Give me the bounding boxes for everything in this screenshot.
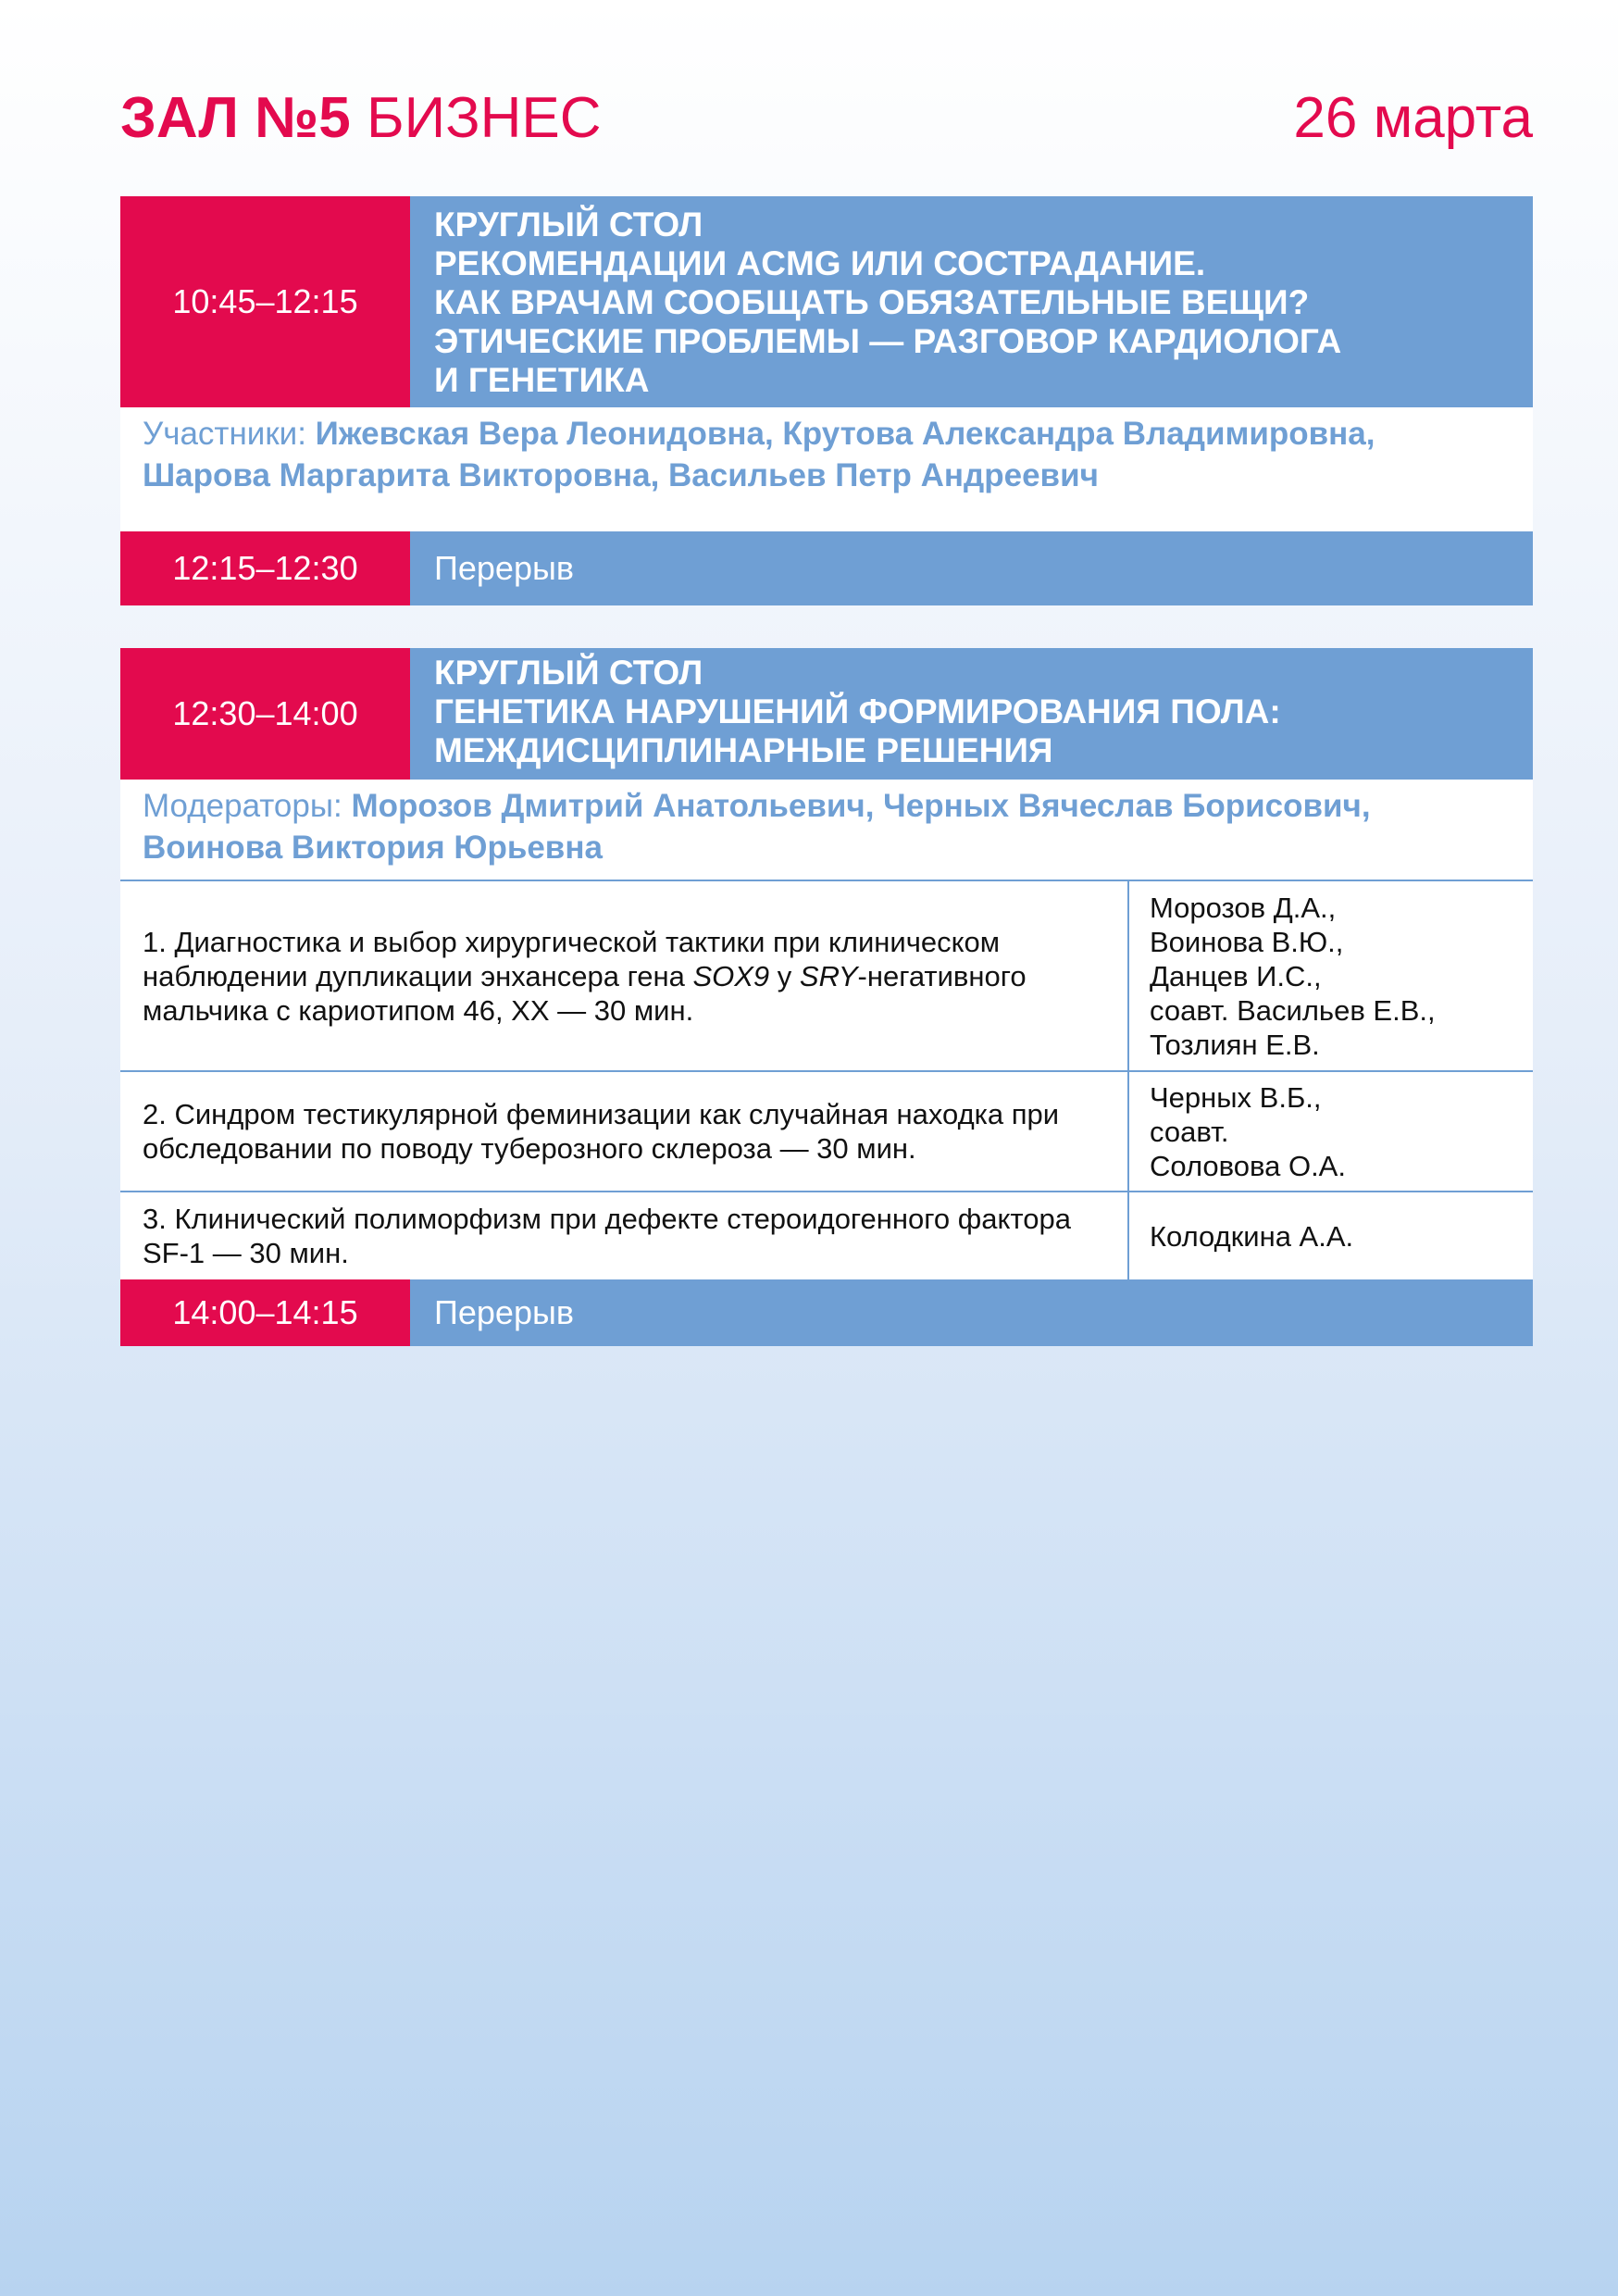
author: Морозов Д.А., [1150,891,1337,924]
talk-row [120,880,1533,1070]
break-2-time: 14:00–14:15 [120,1279,410,1346]
author: Данцев И.С., [1150,959,1322,992]
title-line: КРУГЛЫЙ СТОЛ [434,654,703,692]
talk-text: у [769,959,800,992]
break-2 [120,1279,1533,1346]
break-1-time: 12:15–12:30 [120,531,410,605]
hall-name: БИЗНЕС [366,86,602,150]
author: Тозлиян Е.В. [1150,1028,1320,1061]
hall-title [120,81,602,156]
talk-1-authors [1129,881,1533,1070]
session-2-time: 12:30–14:00 [120,648,410,780]
talk-2-text: 2. Синдром тестикулярной феминизации как случайная находка при обследовании по поводу туберозного склероза — 30 мин. [120,1072,1129,1191]
talk-1-text [120,881,1129,1070]
title-line: КАК ВРАЧАМ СООБЩАТЬ ОБЯЗАТЕЛЬНЫЕ ВЕЩИ? [434,283,1310,321]
date: 26 марта [1293,86,1533,150]
title-line: И ГЕНЕТИКА [434,361,650,399]
talk-text: 1. Диагностика и выбор хирургической тактики при клиническом наблюдении дупликации энхансера гена [143,925,1001,992]
author: соавт. Васильев Е.В., [1150,993,1436,1027]
session-2 [120,648,1533,1346]
talk-3-text: 3. Клинический полиморфизм при дефекте стероидогенного фактора SF-1 — 30 мин. [120,1192,1129,1279]
talk-row [120,1070,1533,1191]
moderators-names: Морозов Дмитрий Анатольевич, Черных Вячеслав Борисович, Воинова Виктория Юрьевна [143,788,1371,866]
author: Черных В.Б., [1150,1080,1322,1114]
title-line: РЕКОМЕНДАЦИИ ACMG ИЛИ СОСТРАДАНИЕ. [434,244,1206,282]
title-line: ЭТИЧЕСКИЕ ПРОБЛЕМЫ — РАЗГОВОР КАРДИОЛОГА [434,322,1342,360]
talk-text: -негативного мальчика с кариотипом 46, XX — 30 мин. [143,959,1027,1027]
break-1-label: Перерыв [410,531,1533,605]
title-line: ГЕНЕТИКА НАРУШЕНИЙ ФОРМИРОВАНИЯ ПОЛА: [434,693,1281,730]
break-2-label: Перерыв [410,1279,1533,1346]
moderators [120,780,1533,880]
author: соавт. [1150,1115,1229,1148]
title-line: МЕЖДИСЦИПЛИНАРНЫЕ РЕШЕНИЯ [434,731,1053,769]
talk-row [120,1191,1533,1279]
gene-name: SOX9 [692,959,770,992]
talk-2-authors [1129,1072,1533,1191]
gene-name: SRY [799,959,858,992]
moderators-label: Модераторы: [143,788,342,824]
author: Соловова О.А. [1150,1149,1346,1182]
participants-names: Ижевская Вера Леонидовна, Крутова Александра Владимировна, Шарова Маргарита Викторовна, Васильев Петр Андреевич [143,416,1375,493]
session-1 [120,196,1533,605]
participants [120,407,1533,531]
break-1 [120,531,1533,605]
title-line: КРУГЛЫЙ СТОЛ [434,206,703,243]
participants-label: Участники: [143,416,306,452]
session-2-title [410,648,1533,780]
hall-number: ЗАЛ №5 [120,86,351,150]
author: Колодкина А.А. [1150,1219,1354,1253]
talk-3-authors [1129,1192,1533,1279]
author: Воинова В.Ю., [1150,925,1344,958]
session-1-title [410,196,1533,407]
session-1-time: 10:45–12:15 [120,196,410,407]
